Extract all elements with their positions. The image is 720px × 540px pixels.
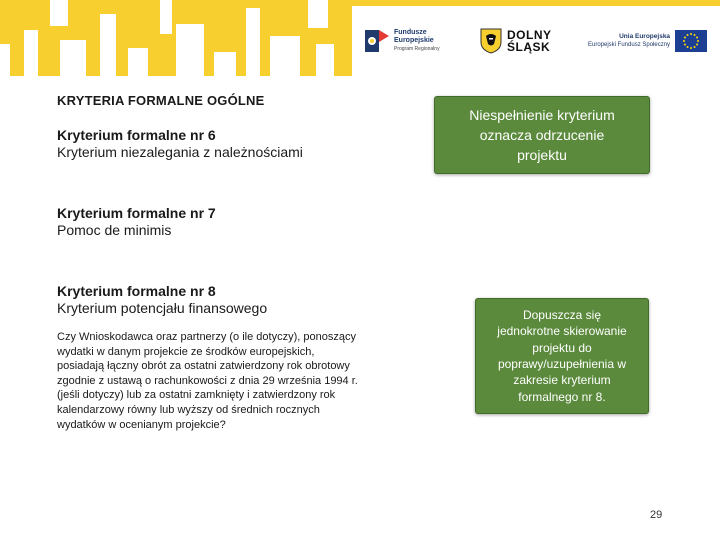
eu-star-icon: [684, 44, 686, 46]
logo-dolny-slask: [480, 20, 552, 62]
page-number: 29: [650, 509, 663, 521]
criterion-6: [57, 127, 303, 161]
header-decor-shape: [308, 0, 328, 28]
header-decor-shape: [24, 30, 38, 76]
header-decor-shape: [60, 40, 86, 76]
header-decor-shape: [100, 14, 116, 76]
box-line: zakresie kryterium: [513, 373, 611, 388]
ue-line1: Unia Europejska: [619, 33, 671, 40]
box-line: poprawy/uzupełnienia w: [497, 357, 627, 371]
box-line: projektu do: [532, 340, 592, 355]
correction-note-box: [475, 298, 649, 414]
eu-star-icon: [694, 34, 696, 36]
fe-line1: Fundusze: [394, 29, 427, 36]
eu-star-icon: [687, 34, 689, 36]
eu-star-icon: [683, 40, 685, 42]
header-band: [0, 0, 720, 76]
ds-line1: DOLNY: [507, 28, 552, 42]
criterion-title: Kryterium formalne nr 7: [57, 205, 216, 221]
criterion-desc: Kryterium potencjału finansowego: [57, 300, 268, 316]
box-line: formalnego nr 8.: [518, 389, 606, 404]
fundusze-europejskie-icon: [364, 26, 390, 56]
fe-line3: Program Regionalny: [394, 46, 440, 52]
box-line: oznacza odrzucenie: [479, 127, 605, 143]
header-decor-shape: [176, 24, 204, 76]
criterion-title: Kryterium formalne nr 6: [57, 127, 216, 143]
rejection-note-box: [434, 96, 650, 174]
header-decor-shape: [246, 8, 260, 76]
criterion-8: [57, 283, 267, 317]
eu-star-icon: [694, 46, 696, 48]
header-decor-shape: [50, 0, 68, 26]
eu-star-icon: [687, 46, 689, 48]
fe-line2: Europejskie: [394, 37, 434, 44]
ue-line2: Europejski Fundusz Społeczny: [588, 42, 671, 48]
criterion-8-question: Czy Wnioskodawca oraz partnerzy (o ile dotyczy), ponoszący wydatki w danym projekcie ze środków europejskich, posiadają łączny obrót za ostatni zatwierdzony rok obrotowy zgodnie z ustawą o rachunkowości z dnia 29 września 1994 r. (jeśli dotyczy) lub za ostatni zamknięty i zatwierdzony rok kalendarzowy równy lub wyższy od średnich rocznych wydatków w ocenianym projekcie?: [57, 331, 358, 431]
logo-panel: [352, 6, 720, 76]
box-line: projektu: [517, 147, 567, 163]
eu-flag-icon: [675, 30, 707, 52]
dolny-slask-crest-icon: [480, 28, 502, 54]
ds-line2: ŚLĄSK: [507, 40, 551, 54]
header-decor-shape: [0, 44, 10, 76]
eu-star-icon: [696, 44, 698, 46]
header-decor-shape: [214, 52, 236, 76]
header-decor-shape: [160, 0, 172, 34]
eu-star-icon: [697, 40, 699, 42]
header-decor-shape: [316, 44, 334, 76]
eu-star-icon: [690, 47, 692, 49]
eu-star-icon: [696, 37, 698, 39]
criterion-desc: Kryterium niezalegania z należnościami: [57, 144, 303, 160]
page-title: KRYTERIA FORMALNE OGÓLNE: [57, 93, 265, 108]
eu-star-icon: [684, 37, 686, 39]
logo-fundusze-europejskie: [364, 20, 440, 62]
eu-star-icon: [690, 33, 692, 35]
criterion-title: Kryterium formalne nr 8: [57, 283, 216, 299]
header-decor-shape: [270, 36, 300, 76]
header-decor-shape: [128, 48, 148, 76]
criterion-7: [57, 205, 216, 239]
logo-unia-europejska: [588, 20, 707, 62]
box-line: Niespełnienie kryterium: [469, 107, 615, 123]
box-line: Dopuszcza się: [522, 307, 602, 322]
box-line: jednokrotne skierowanie: [497, 324, 627, 339]
criterion-desc: Pomoc de minimis: [57, 222, 172, 238]
